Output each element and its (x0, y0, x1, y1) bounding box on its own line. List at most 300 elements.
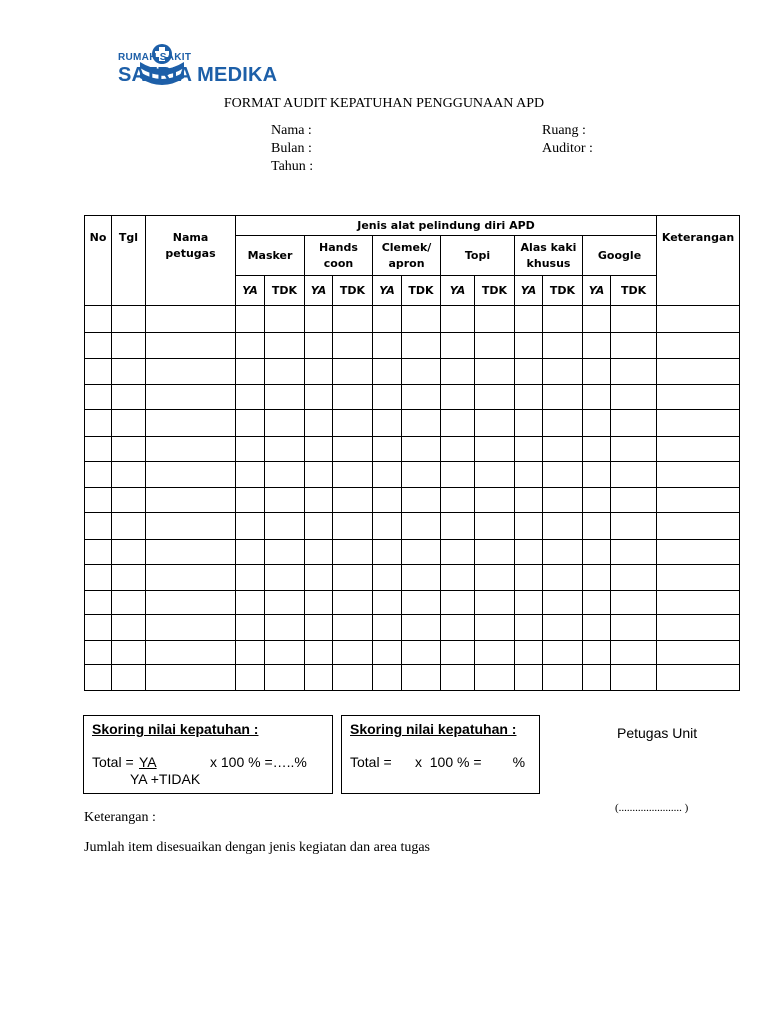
table-cell[interactable] (305, 306, 333, 333)
scoring-box-left (83, 715, 333, 794)
table-cell[interactable] (657, 591, 740, 615)
table-cell[interactable] (236, 665, 265, 691)
table-cell[interactable] (583, 488, 611, 513)
table-cell[interactable] (583, 385, 611, 410)
table-cell[interactable] (441, 385, 475, 410)
table-cell[interactable] (657, 333, 740, 359)
header-tdk: TDK (265, 276, 305, 306)
table-cell[interactable] (441, 540, 475, 565)
table-row (85, 306, 740, 333)
table-row (85, 462, 740, 488)
header-jenis-apd: Jenis alat pelindung diri APD (236, 216, 657, 236)
table-cell[interactable] (265, 513, 305, 540)
table-cell[interactable] (611, 591, 657, 615)
table-cell[interactable] (333, 540, 373, 565)
scoring-formula: Total = x 100 % = % (350, 754, 526, 770)
table-cell[interactable] (85, 306, 112, 333)
scoring-formula: x 100 % =…..% (210, 754, 307, 770)
table-cell[interactable] (265, 437, 305, 462)
table-cell[interactable] (112, 665, 146, 691)
table-row (85, 565, 740, 591)
table-cell[interactable] (441, 410, 475, 437)
table-cell[interactable] (475, 540, 515, 565)
table-cell[interactable] (515, 437, 543, 462)
petugas-unit-label: Petugas Unit (617, 725, 698, 741)
table-cell[interactable] (543, 565, 583, 591)
table-cell[interactable] (265, 565, 305, 591)
table-cell[interactable] (333, 410, 373, 437)
header-tdk: TDK (333, 276, 373, 306)
table-cell[interactable] (373, 513, 402, 540)
table-cell[interactable] (146, 333, 236, 359)
table-cell[interactable] (85, 359, 112, 385)
table-cell[interactable] (515, 488, 543, 513)
table-row (85, 513, 740, 540)
table-cell[interactable] (373, 615, 402, 641)
table-cell[interactable] (583, 437, 611, 462)
table-cell[interactable] (583, 462, 611, 488)
table-cell[interactable] (657, 540, 740, 565)
table-cell[interactable] (236, 513, 265, 540)
table-cell[interactable] (543, 462, 583, 488)
table-cell[interactable] (305, 437, 333, 462)
table-cell[interactable] (611, 615, 657, 641)
header-tdk: TDK (402, 276, 441, 306)
table-cell[interactable] (265, 385, 305, 410)
table-cell[interactable] (543, 615, 583, 641)
table-cell[interactable] (236, 565, 265, 591)
table-cell[interactable] (475, 410, 515, 437)
table-cell[interactable] (112, 462, 146, 488)
table-row (85, 641, 740, 665)
table-cell[interactable] (657, 513, 740, 540)
table-cell[interactable] (475, 488, 515, 513)
header-tdk: TDK (475, 276, 515, 306)
table-cell[interactable] (441, 437, 475, 462)
table-cell[interactable] (441, 333, 475, 359)
logo-line1: RUMAH SAKIT (118, 52, 192, 63)
table-cell[interactable] (515, 462, 543, 488)
table-cell[interactable] (85, 410, 112, 437)
table-cell[interactable] (333, 565, 373, 591)
table-cell[interactable] (236, 540, 265, 565)
table-cell[interactable] (515, 306, 543, 333)
table-cell[interactable] (146, 462, 236, 488)
field-nama: Nama : (271, 123, 312, 138)
table-cell[interactable] (402, 488, 441, 513)
table-cell[interactable] (265, 540, 305, 565)
table-cell[interactable] (543, 641, 583, 665)
scoring-denominator: YA +TIDAK (130, 771, 201, 787)
table-cell[interactable] (333, 488, 373, 513)
table-cell[interactable] (441, 488, 475, 513)
table-cell[interactable] (611, 306, 657, 333)
table-cell[interactable] (146, 359, 236, 385)
table-cell[interactable] (265, 488, 305, 513)
table-cell[interactable] (333, 333, 373, 359)
table-cell[interactable] (112, 333, 146, 359)
table-cell[interactable] (85, 385, 112, 410)
table-cell[interactable] (112, 591, 146, 615)
table-cell[interactable] (441, 641, 475, 665)
table-cell[interactable] (475, 359, 515, 385)
table-cell[interactable] (265, 333, 305, 359)
table-cell[interactable] (402, 513, 441, 540)
scoring-title: Skoring nilai kepatuhan : (92, 721, 259, 737)
table-cell[interactable] (305, 488, 333, 513)
table-cell[interactable] (373, 540, 402, 565)
table-cell[interactable] (402, 615, 441, 641)
table-cell[interactable] (146, 565, 236, 591)
table-cell[interactable] (236, 385, 265, 410)
table-cell[interactable] (305, 591, 333, 615)
table-cell[interactable] (373, 591, 402, 615)
table-cell[interactable] (305, 565, 333, 591)
table-cell[interactable] (441, 359, 475, 385)
table-cell[interactable] (305, 359, 333, 385)
table-cell[interactable] (611, 462, 657, 488)
table-cell[interactable] (236, 359, 265, 385)
table-cell[interactable] (333, 615, 373, 641)
table-cell[interactable] (146, 641, 236, 665)
table-cell[interactable] (373, 641, 402, 665)
table-cell[interactable] (583, 591, 611, 615)
table-cell[interactable] (583, 665, 611, 691)
table-cell[interactable] (112, 540, 146, 565)
table-cell[interactable] (333, 462, 373, 488)
header-item-google: Google (583, 236, 657, 276)
table-cell[interactable] (657, 665, 740, 691)
header-ya: YA (441, 276, 475, 306)
table-cell[interactable] (373, 437, 402, 462)
header-ya: YA (373, 276, 402, 306)
table-cell[interactable] (475, 306, 515, 333)
table-cell[interactable] (333, 385, 373, 410)
table-cell[interactable] (112, 437, 146, 462)
table-cell[interactable] (112, 410, 146, 437)
table-cell[interactable] (85, 462, 112, 488)
table-cell[interactable] (146, 437, 236, 462)
table-cell[interactable] (85, 540, 112, 565)
header-tdk: TDK (543, 276, 583, 306)
table-cell[interactable] (657, 437, 740, 462)
table-cell[interactable] (475, 513, 515, 540)
table-cell[interactable] (146, 410, 236, 437)
table-cell[interactable] (265, 641, 305, 665)
table-cell[interactable] (265, 615, 305, 641)
table-cell[interactable] (85, 615, 112, 641)
header-nama-petugas: Nama petugas (146, 216, 236, 306)
table-cell[interactable] (611, 488, 657, 513)
table-cell[interactable] (373, 410, 402, 437)
table-cell[interactable] (236, 641, 265, 665)
table-cell[interactable] (402, 306, 441, 333)
header-ya: YA (236, 276, 265, 306)
table-cell[interactable] (657, 615, 740, 641)
table-row (85, 410, 740, 437)
table-cell[interactable] (305, 385, 333, 410)
table-cell[interactable] (543, 359, 583, 385)
table-cell[interactable] (305, 615, 333, 641)
table-cell[interactable] (611, 385, 657, 410)
table-cell[interactable] (475, 385, 515, 410)
table-cell[interactable] (515, 665, 543, 691)
table-cell[interactable] (611, 437, 657, 462)
table-cell[interactable] (583, 513, 611, 540)
logo-line2: SATRIA MEDIKA (118, 64, 278, 86)
table-cell[interactable] (333, 591, 373, 615)
table-row (85, 591, 740, 615)
table-cell[interactable] (305, 410, 333, 437)
table-cell[interactable] (265, 306, 305, 333)
keterangan-text: Jumlah item disesuaikan dengan jenis kegiatan dan area tugas (84, 840, 431, 855)
table-cell[interactable] (305, 333, 333, 359)
table-cell[interactable] (146, 665, 236, 691)
table-cell[interactable] (85, 513, 112, 540)
table-cell[interactable] (373, 333, 402, 359)
table-cell[interactable] (112, 385, 146, 410)
table-cell[interactable] (441, 615, 475, 641)
table-row (85, 665, 740, 691)
table-cell[interactable] (515, 333, 543, 359)
header-item-clemek: Clemek/ apron (373, 236, 441, 276)
table-cell[interactable] (583, 565, 611, 591)
table-cell[interactable] (475, 615, 515, 641)
table-cell[interactable] (402, 591, 441, 615)
scoring-box-right (341, 715, 540, 794)
table-cell[interactable] (475, 565, 515, 591)
table-cell[interactable] (543, 540, 583, 565)
table-cell[interactable] (402, 665, 441, 691)
table-cell[interactable] (657, 488, 740, 513)
table-cell[interactable] (402, 359, 441, 385)
table-cell[interactable] (112, 513, 146, 540)
table-cell[interactable] (146, 540, 236, 565)
table-cell[interactable] (441, 462, 475, 488)
table-cell[interactable] (543, 591, 583, 615)
table-cell[interactable] (441, 665, 475, 691)
table-cell[interactable] (475, 333, 515, 359)
table-row (85, 437, 740, 462)
table-cell[interactable] (236, 333, 265, 359)
table-cell[interactable] (515, 565, 543, 591)
document-title: FORMAT AUDIT KEPATUHAN PENGGUNAAN APD (223, 96, 545, 111)
scoring-total-label: Total = (92, 754, 134, 770)
table-cell[interactable] (515, 513, 543, 540)
table-cell[interactable] (515, 410, 543, 437)
table-cell[interactable] (373, 462, 402, 488)
table-cell[interactable] (402, 333, 441, 359)
scoring-title: Skoring nilai kepatuhan : (350, 721, 517, 737)
table-cell[interactable] (85, 665, 112, 691)
header-item-masker: Masker (236, 236, 305, 276)
table-cell[interactable] (112, 359, 146, 385)
table-cell[interactable] (543, 437, 583, 462)
table-cell[interactable] (657, 462, 740, 488)
table-cell[interactable] (583, 641, 611, 665)
table-cell[interactable] (543, 333, 583, 359)
table-cell[interactable] (611, 641, 657, 665)
table-cell[interactable] (475, 665, 515, 691)
table-cell[interactable] (543, 306, 583, 333)
table-cell[interactable] (543, 513, 583, 540)
table-cell[interactable] (305, 540, 333, 565)
table-cell[interactable] (333, 641, 373, 665)
table-cell[interactable] (515, 385, 543, 410)
table-row (85, 385, 740, 410)
header-ya: YA (305, 276, 333, 306)
table-cell[interactable] (611, 410, 657, 437)
table-cell[interactable] (441, 306, 475, 333)
table-cell[interactable] (515, 540, 543, 565)
table-cell[interactable] (305, 641, 333, 665)
table-cell[interactable] (475, 591, 515, 615)
table-cell[interactable] (373, 665, 402, 691)
table-cell[interactable] (583, 359, 611, 385)
header-no: No (85, 216, 112, 306)
header-item-alas-kaki: Alas kaki khusus (515, 236, 583, 276)
table-cell[interactable] (373, 565, 402, 591)
keterangan-label: Keterangan : (84, 810, 156, 825)
table-cell[interactable] (611, 359, 657, 385)
table-cell[interactable] (112, 306, 146, 333)
table-cell[interactable] (236, 615, 265, 641)
table-cell[interactable] (611, 333, 657, 359)
table-cell[interactable] (441, 513, 475, 540)
table-cell[interactable] (85, 591, 112, 615)
table-cell[interactable] (611, 565, 657, 591)
table-cell[interactable] (611, 540, 657, 565)
table-cell[interactable] (402, 462, 441, 488)
table-cell[interactable] (441, 565, 475, 591)
table-cell[interactable] (475, 462, 515, 488)
table-cell[interactable] (85, 488, 112, 513)
table-cell[interactable] (85, 565, 112, 591)
header-ya: YA (583, 276, 611, 306)
table-cell[interactable] (305, 462, 333, 488)
table-cell[interactable] (265, 665, 305, 691)
header-tgl: Tgl (112, 216, 146, 306)
table-cell[interactable] (112, 488, 146, 513)
table-cell[interactable] (515, 359, 543, 385)
table-cell[interactable] (657, 359, 740, 385)
table-cell[interactable] (657, 641, 740, 665)
table-cell[interactable] (657, 385, 740, 410)
table-cell[interactable] (85, 641, 112, 665)
table-cell[interactable] (611, 513, 657, 540)
table-cell[interactable] (265, 591, 305, 615)
table-cell[interactable] (305, 665, 333, 691)
table-cell[interactable] (657, 565, 740, 591)
table-cell[interactable] (543, 665, 583, 691)
table-cell[interactable] (583, 306, 611, 333)
table-cell[interactable] (515, 641, 543, 665)
table-row (85, 359, 740, 385)
table-cell[interactable] (146, 488, 236, 513)
table-cell[interactable] (112, 641, 146, 665)
table-cell[interactable] (265, 359, 305, 385)
table-cell[interactable] (543, 488, 583, 513)
table-cell[interactable] (85, 437, 112, 462)
table-row (85, 333, 740, 359)
signature-line: (....................... ) (615, 802, 689, 814)
table-cell[interactable] (333, 359, 373, 385)
table-row (85, 540, 740, 565)
table-cell[interactable] (402, 410, 441, 437)
table-cell[interactable] (112, 565, 146, 591)
table-cell[interactable] (441, 591, 475, 615)
table-cell[interactable] (657, 306, 740, 333)
table-cell[interactable] (373, 488, 402, 513)
table-row (85, 488, 740, 513)
table-cell[interactable] (146, 591, 236, 615)
table-cell[interactable] (543, 410, 583, 437)
header-item-hands-coon: Hands coon (305, 236, 373, 276)
table-cell[interactable] (305, 513, 333, 540)
table-cell[interactable] (146, 513, 236, 540)
table-cell[interactable] (146, 306, 236, 333)
table-cell[interactable] (236, 462, 265, 488)
field-ruang: Ruang : (542, 123, 586, 138)
table-cell[interactable] (333, 437, 373, 462)
table-cell[interactable] (333, 665, 373, 691)
table-cell[interactable] (402, 385, 441, 410)
table-cell[interactable] (265, 410, 305, 437)
header-ya: YA (515, 276, 543, 306)
table-cell[interactable] (236, 488, 265, 513)
table-cell[interactable] (515, 615, 543, 641)
table-cell[interactable] (402, 641, 441, 665)
table-cell[interactable] (515, 591, 543, 615)
table-cell[interactable] (85, 333, 112, 359)
field-bulan: Bulan : (271, 141, 312, 156)
table-cell[interactable] (333, 306, 373, 333)
header-keterangan: Keterangan (657, 216, 740, 306)
table-cell[interactable] (373, 359, 402, 385)
table-cell[interactable] (146, 615, 236, 641)
table-cell[interactable] (402, 437, 441, 462)
table-cell[interactable] (236, 306, 265, 333)
table-cell[interactable] (236, 591, 265, 615)
header-tdk: TDK (611, 276, 657, 306)
table-cell[interactable] (583, 615, 611, 641)
table-cell[interactable] (146, 385, 236, 410)
table-cell[interactable] (265, 462, 305, 488)
scoring-numerator: YA (139, 754, 157, 770)
table-cell[interactable] (611, 665, 657, 691)
header-item-topi: Topi (441, 236, 515, 276)
table-cell[interactable] (112, 615, 146, 641)
field-tahun: Tahun : (271, 159, 314, 174)
table-cell[interactable] (402, 540, 441, 565)
table-cell[interactable] (543, 385, 583, 410)
table-cell[interactable] (402, 565, 441, 591)
table-cell[interactable] (475, 641, 515, 665)
table-cell[interactable] (373, 385, 402, 410)
table-cell[interactable] (475, 437, 515, 462)
table-cell[interactable] (583, 540, 611, 565)
table-cell[interactable] (657, 410, 740, 437)
table-cell[interactable] (583, 410, 611, 437)
table-row (85, 615, 740, 641)
audit-table (84, 215, 740, 691)
table-cell[interactable] (236, 410, 265, 437)
field-auditor: Auditor : (542, 141, 593, 156)
table-cell[interactable] (373, 306, 402, 333)
table-cell[interactable] (333, 513, 373, 540)
table-cell[interactable] (236, 437, 265, 462)
table-cell[interactable] (583, 333, 611, 359)
